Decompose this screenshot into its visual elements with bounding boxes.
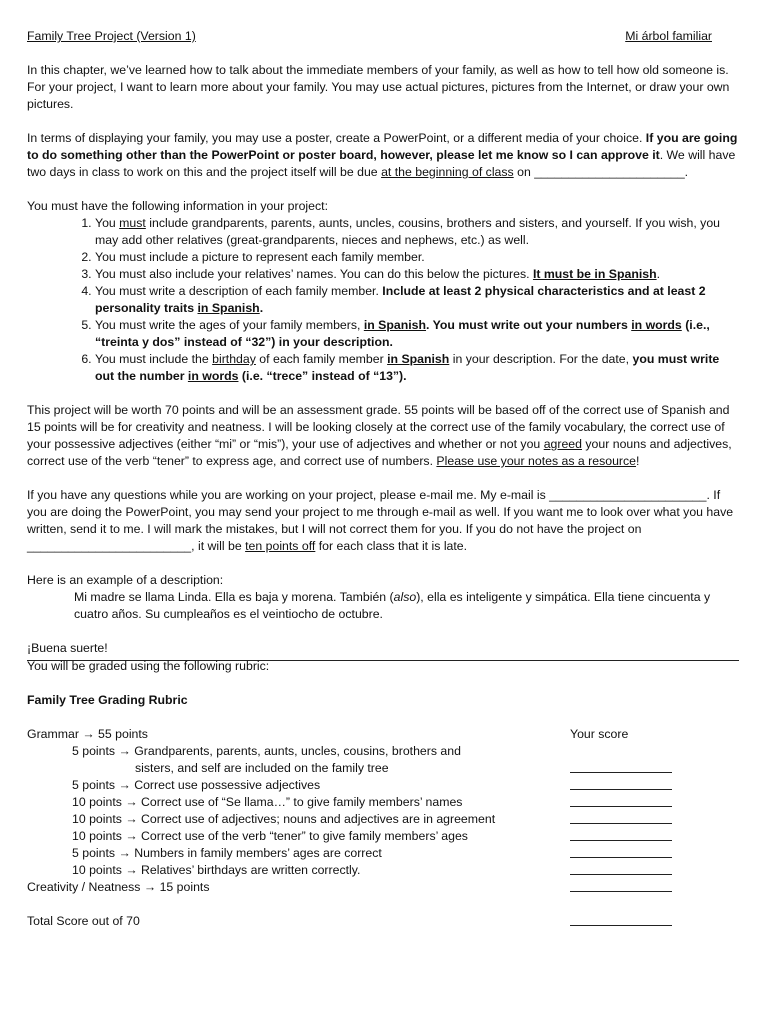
score-blank[interactable] [570, 913, 672, 926]
score-blank[interactable] [570, 879, 672, 892]
rubric-item: 10 points → Correct use of the verb “tener” to give family members’ ages [27, 828, 739, 845]
header [27, 28, 739, 45]
rubric-item: 5 points → Numbers in family members’ ages are correct [27, 845, 739, 862]
example-text: Mi madre se llama Linda. Ella es baja y morena. También (also), ella es inteligente y simpática. Ella tiene cincuenta y cuatro años. Su cumpleaños es el veintiocho de octubre. [74, 590, 711, 621]
your-score-header: Your score [570, 727, 629, 741]
score-blank[interactable] [570, 760, 672, 773]
score-blank[interactable] [570, 794, 672, 807]
grammar-row [27, 726, 739, 743]
requirements-lead: You must have the following information in your project: [27, 199, 328, 213]
intro-paragraph-2: In terms of displaying your family, you may use a poster, create a PowerPoint, or a different media of your choice. If you are going to do something other than the PowerPoint or poster board, however, please let me know so I can approve it. We will have two days in class to work on this and the project itself will be due at the beginning of class on ______________________. [27, 131, 738, 179]
closing-text: ¡Buena suerte! [27, 641, 108, 655]
list-item: 4. You must write a description of each family member. Include at least 2 physical characteristics and at least 2 personality traits in Spanish. [95, 283, 739, 317]
page-title: Family Tree Project (Version 1) [27, 29, 196, 43]
rubric-item: 10 points → Relatives’ birthdays are written correctly. [27, 862, 739, 879]
score-blank[interactable] [570, 777, 672, 790]
requirements-list [27, 215, 739, 385]
grammar-label: Grammar → 55 points [27, 727, 148, 741]
grading-paragraph: This project will be worth 70 points and will be an assessment grade. 55 points will be based off of the correct use of Spanish and 15 points will be for creativity and neatness. I will be looking closely at the correct use of the family vocabulary, the correct use of your possessive adjectives (either “mi” or “mis”), your use of adjectives and whether or not you agreed your nouns and adjectives, correct use of the verb “tener” to express age, and correct use of numbers. Please use your notes as a resource! [27, 403, 732, 468]
score-blank[interactable] [570, 828, 672, 841]
rubric-item-cont: sisters, and self are included on the family tree [27, 760, 739, 777]
questions-paragraph: If you have any questions while you are working on your project, please e-mail me. My e-mail is _______________________. If you are doing the PowerPoint, you may send your project to me through e-mail as well. If you want me to look over what you have written, send it to me. I will mark the mistakes, but I will not correct them for you. If you do not have the project on ________________________, it will be ten points off for each class that it is late. [27, 488, 734, 553]
list-item: 3. You must also include your relatives’ names. You can do this below the pictures. It must be in Spanish. [95, 266, 739, 283]
intro-paragraph-1: In this chapter, we’ve learned how to talk about the immediate members of your family, as well as how to tell how old someone is. For your project, I want to learn more about your family. You may use actual pictures, pictures from the Internet, or draw your own pictures. [27, 63, 730, 111]
list-item: 5. You must write the ages of your family members, in Spanish. You must write out your numbers in words (i.e., “treinta y dos” instead of “32”) in your description. [95, 317, 739, 351]
total-row: Total Score out of 70 [27, 913, 739, 930]
spanish-title: Mi árbol familiar [625, 29, 712, 43]
example-lead: Here is an example of a description: [27, 573, 224, 587]
creativity-row: Creativity / Neatness → 15 points [27, 879, 739, 896]
score-blank[interactable] [570, 862, 672, 875]
rubric-title: Family Tree Grading Rubric [27, 693, 188, 707]
list-item: 1. You must include grandparents, parents, aunts, uncles, cousins, brothers and sisters, and yourself. If you wish, you may add other relatives (great-grandparents, nieces and nephews, etc.) as well. [95, 215, 739, 249]
score-blank[interactable] [570, 811, 672, 824]
document-page [27, 28, 739, 930]
rubric-item: 10 points → Correct use of adjectives; nouns and adjectives are in agreement [27, 811, 739, 828]
list-item: 2. You must include a picture to represent each family member. [95, 249, 739, 266]
rubric-item: 5 points → Correct use possessive adjectives [27, 777, 739, 794]
rubric-item: 5 points → Grandparents, parents, aunts, uncles, cousins, brothers and [72, 744, 461, 758]
score-blank[interactable] [570, 845, 672, 858]
list-item: 6. You must include the birthday of each family member in Spanish in your description. For the date, you must write out the number in words (i.e. “trece” instead of “13”). [95, 351, 739, 385]
rubric-item: 10 points → Correct use of “Se llama…” to give family members’ names [27, 794, 739, 811]
rubric-lead: You will be graded using the following rubric: [27, 659, 270, 673]
